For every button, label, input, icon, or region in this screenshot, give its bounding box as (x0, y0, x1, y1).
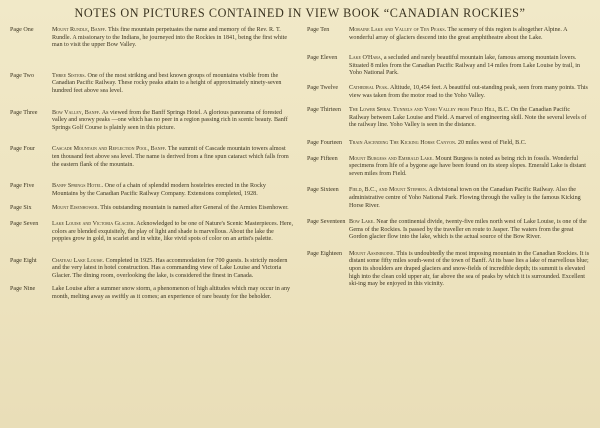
entry-description (52, 221, 293, 244)
entry-text: Near the continental divide, twenty-five miles north west of Lake Louise, is one of the Gems of the Rockies. Is passed by the traveller en route to Jasper. The waters from the great Gordon glacier flow into the lake, which is the actual source of the Bow River. (349, 219, 587, 241)
entry-text: On the Canadian Pacific Railway between Lake Louise and Field. A marvel of engineering skill. Note the several levels of the railway line. Yoho Valley is seen in the distance. (349, 107, 587, 129)
page-label: Page Six (10, 205, 32, 212)
entry-description (349, 85, 590, 100)
page-label: Page Three (10, 109, 38, 116)
page-label: Page Ten (307, 27, 330, 33)
picture-note-entry (10, 183, 293, 198)
entry-description (349, 219, 590, 242)
entry-name: The Lower Spiral Tunnels and Yoho Valley from Field Hill, B.C. (349, 107, 510, 114)
picture-note-entry (307, 219, 590, 242)
entry-description (349, 140, 590, 148)
entry-description (349, 107, 590, 130)
entry-description (52, 73, 293, 96)
entry-description (52, 258, 293, 281)
entry-text: This fine mountain perpetuates the name and memory of the Rev. R. T. Rundle. A missionary to the Indians, he journeyed into the Rockies in 1841, being the first white man to visit the upper Bow Valley. (52, 27, 288, 49)
page-label: Page Eight (10, 257, 37, 264)
entry-description (349, 55, 590, 78)
entry-description (349, 27, 590, 42)
entry-description (52, 27, 293, 50)
entry-name: Moraine Lake and Valley of Ten Peaks. (349, 27, 447, 33)
picture-note-entry (10, 258, 293, 281)
right-column (307, 27, 590, 302)
entry-description (349, 251, 590, 289)
entry-description (349, 187, 590, 210)
entry-name: Bow Valley, Banff. (52, 109, 101, 116)
entry-name: Mount Burgess and Emerald Lake. (349, 155, 434, 162)
entry-text: This is undoubtedly the most imposing mountain in the Canadian Rockies. It is distant some fifty miles south-west of the town of Banff. At its base lies a lake of marvellous blue; upon its shoulders are draped glaciers and snow-fields of incredible depth; its summit is elevated high into the clean cold upper air, far above the sea of peaks by which it is surrounded. Excellent ski-ing may be enjoyed in this vicinity. (349, 250, 590, 288)
entry-text: The summit of Cascade mountain towers almost ten thousand feet above sea level. The name is derived from a fine spun cataract which falls from the eastern flank of the mountain. (52, 146, 289, 168)
page-label: Page Twelve (307, 84, 339, 91)
columns (10, 27, 590, 302)
picture-note-entry (10, 110, 293, 133)
picture-note-entry (307, 85, 590, 100)
entry-text: Altitude, 10,454 feet. A beautiful out-standing peak, seen from many points. This view was taken from the motor road to the Yoho Valley. (349, 84, 588, 99)
entry-description (52, 146, 293, 169)
picture-note-entry (307, 187, 590, 210)
entry-text: A divisional town on the Canadian Pacific Railway. Also the administrative centre of Yoho National Park. Flowing through the valley is the famous Kicking Horse River. (349, 187, 581, 209)
entry-name: Train Ascending The Kicking Horse Canyon. (349, 139, 457, 146)
page-label: Page Sixteen (307, 187, 339, 194)
page-label: Page Five (10, 183, 35, 190)
picture-note-entry (10, 27, 293, 50)
page-label: Page Thirteen (307, 107, 341, 114)
page-label: Page One (10, 27, 34, 33)
page-label: Page Fourteen (307, 139, 343, 146)
entry-text: As viewed from the Banff Springs Hotel. A glorious panorama of forested valley and snowy peaks —one which has no peer in a region passing rich in scenic beauty. Banff Springs Golf Course is plainly seen in this picture. (52, 109, 288, 131)
entry-name: Mount Rundle, Banff. (52, 27, 107, 33)
entry-text: This outstanding mountain is named after General of the Armies Eisenhower. (98, 205, 289, 212)
picture-note-entry (307, 251, 590, 289)
entry-name: Cathedral Peak. (349, 84, 389, 91)
entry-text: Completed in 1925. Has accommodation for 700 guests. Is strictly modern and the very latest in hotel construction. Has a commanding view of Lake Louise and Victoria Glacier. The dining room, overlooking the lake, is considered the finest in Canada. (52, 257, 288, 279)
picture-note-entry (307, 156, 590, 179)
entry-name: Cascade Mountain and Reflection Pool, Banff. (52, 146, 167, 153)
page-label: Page Fifteen (307, 155, 338, 162)
page-label: Page Eighteen (307, 250, 343, 257)
entry-text: Lake Louise after a summer snow storm, a phenomenon of high altitudes which may occur in any month, melting away as swiftly as it comes; an experience of rare beauty for the beholder. (52, 286, 291, 301)
picture-note-entry (10, 205, 293, 213)
entry-description (52, 286, 293, 301)
entry-name: Chateau Lake Louise. (52, 257, 105, 264)
page-label: Page Two (10, 72, 35, 79)
picture-note-entry (10, 146, 293, 169)
entry-text: Acknowledged to be one of Nature's Scenic Masterpieces. Here, colors are blended exquisitely, the play of light and shade is marvellous. About the lake the poppies grow in gold, in scarlet and in white, like vivid spots of color on an artist's palette. (52, 220, 293, 243)
entry-name: Lake Louise and Victoria Glacier. (52, 220, 136, 227)
entry-description (52, 110, 293, 133)
picture-note-entry (307, 55, 590, 78)
entry-name: Banff Springs Hotel. (52, 183, 104, 190)
entry-name: Bow Lake. (349, 219, 375, 226)
page-label: Page Nine (10, 286, 36, 293)
picture-note-entry (307, 107, 590, 130)
entry-text: One of the most striking and best known groups of mountains visible from the Canadian Pacific Railway. These rocky peaks attain to a height of approximately ninety-seven hundred feet above sea level. (52, 72, 282, 94)
page-label: Page Eleven (307, 55, 338, 62)
entry-name: Lake O'Hara, (349, 55, 383, 62)
entry-description (52, 205, 293, 213)
entry-text: Mount Burgess is noted as being rich in fossils. Wonderful specimens from life of a bygone age have been found on its steep slopes. Emerald Lake is distant seven miles from Field. (349, 155, 586, 177)
entry-description (52, 183, 293, 198)
page-label: Page Seven (10, 220, 39, 227)
picture-note-entry (10, 286, 293, 301)
entry-text: The scenery of this region is altogether Alpine. A wonderful array of glaciers descend into the great amphitheatre about the Lake. (349, 27, 568, 41)
picture-note-entry (10, 73, 293, 96)
page-label: Page Four (10, 146, 35, 153)
picture-note-entry (10, 221, 293, 244)
entry-name: Three Sisters. (52, 72, 86, 79)
entry-name: Mount Assiniboine. (349, 250, 395, 257)
picture-note-entry (307, 140, 590, 148)
picture-note-entry (307, 27, 590, 42)
entry-text: One of a chain of splendid modern hostelries erected in the Rocky Mountains by the Canadian Pacific Railway Company. Extensions completed, 1928. (52, 183, 266, 197)
entry-description (349, 156, 590, 179)
left-column (10, 27, 293, 302)
entry-text: 20 miles west of Field, B.C. (456, 139, 527, 146)
entry-name: Field, B.C., and Mount Stephen. (349, 187, 428, 194)
page-title: NOTES ON PICTURES CONTAINED IN VIEW BOOK “CANADIAN ROCKIES” (74, 6, 526, 20)
entry-text: a secluded and rarely beautiful mountain lake, famous among mountain lovers. Situated 8 miles from the Canadian Pacific Railway and 14 miles from Lake Louise by trail, in Yoho National Park. (349, 55, 580, 77)
page-label: Page Seventeen (307, 219, 346, 226)
entry-name: Mount Eisenhower. (52, 205, 99, 212)
